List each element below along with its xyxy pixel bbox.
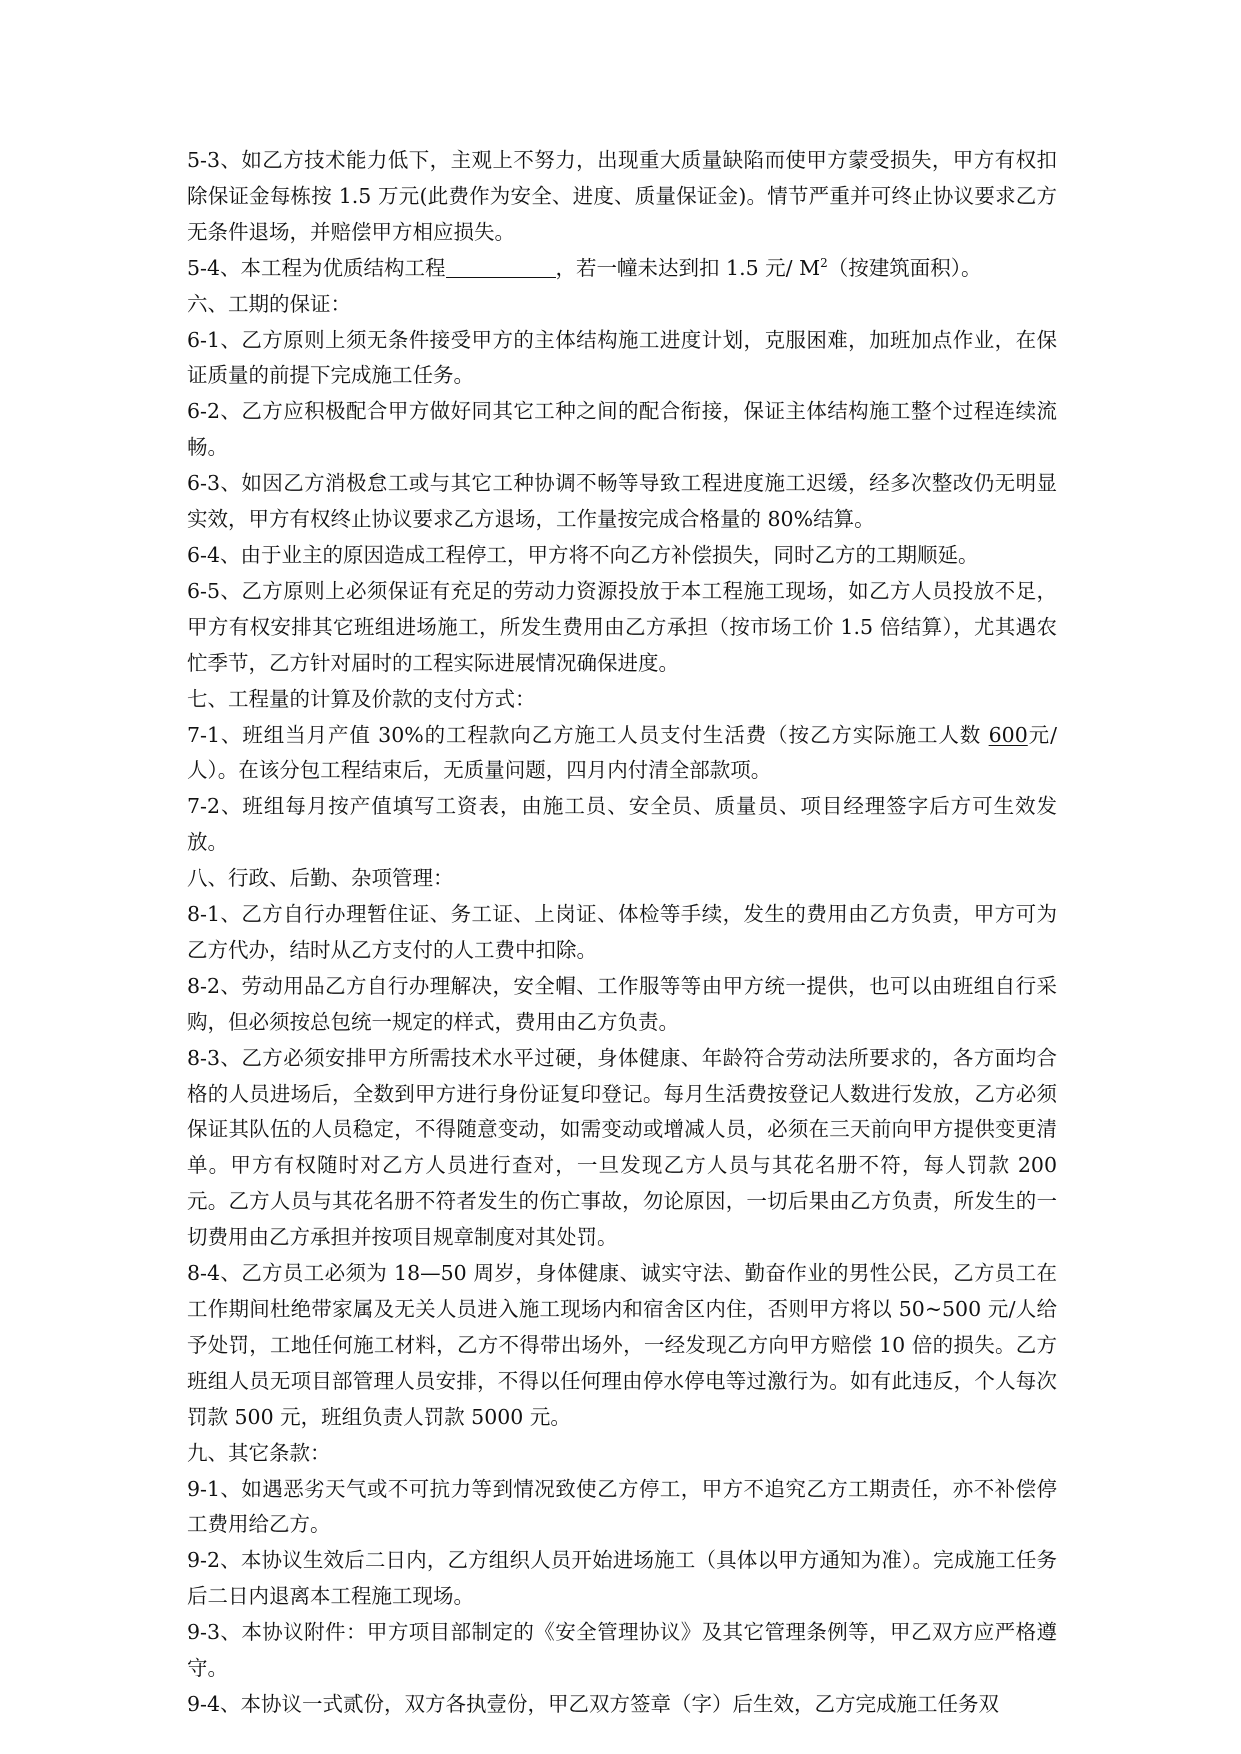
- clause-6-3: 6-3、如因乙方消极怠工或与其它工种协调不畅等导致工程进度施工迟缓，经多次整改仍无明显实效，甲方有权终止协议要求乙方退场，工作量按完成合格量的 80%结算。: [187, 471, 1057, 532]
- clause-7-1-lead: 7-1、班组当月产值 30%的工程款向乙方施工人员支付生活费（按乙方实际施工人数: [187, 722, 989, 747]
- section-heading-8: 八、行政、后勤、杂项管理：: [187, 866, 454, 891]
- clause-8-2: 8-2、劳动用品乙方自行办理解决，安全帽、工作服等等由甲方统一提供，也可以由班组自行采购，但必须按总包统一规定的样式，费用由乙方负责。: [187, 973, 1057, 1034]
- clause-7-2: 7-2、班组每月按产值填写工资表，由施工员、安全员、质量员、项目经理签字后方可生效发放。: [187, 794, 1057, 855]
- section-heading-7: 七、工程量的计算及价款的支付方式：: [187, 686, 536, 711]
- clause-5-3: 5-3、如乙方技术能力低下，主观上不努力，出现重大质量缺陷而使甲方蒙受损失，甲方有权扣除保证金每栋按 1.5 万元(此费作为安全、进度、质量保证金)。情节严重并可终止协议要求乙方无条件退场，并赔偿甲方相应损失。: [187, 148, 1057, 244]
- clause-5-4-lead: 5-4、本工程为优质结构工程: [187, 255, 446, 280]
- clause-8-4: 8-4、乙方员工必须为 18—50 周岁，身体健康、诚实守法、勤奋作业的男性公民，乙方员工在工作期间杜绝带家属及无关人员进入施工现场内和宿舍区内住，否则甲方将以 50~500 元/人给予处罚，工地任何施工材料，乙方不得带出场外，一经发现乙方向甲方赔偿 10 倍的损失。乙方班组人员无项目部管理人员安排，不得以任何理由停水停电等过激行为。如有此违反，个人每次罚款 500 元，班组负责人罚款 5000 元。: [187, 1261, 1057, 1429]
- clause-7-1: [187, 718, 1057, 790]
- clause-5-4-rate: ，若一幢未达到扣 1.5 元/ M: [555, 255, 821, 280]
- underlined-amount: 600: [988, 722, 1028, 747]
- clause-9-3: 9-3、本协议附件：甲方项目部制定的《安全管理协议》及其它管理条例等，甲乙双方应严格遵守。: [187, 1620, 1057, 1681]
- section-heading-9: 九、其它条款：: [187, 1440, 331, 1465]
- clause-9-2: 9-2、本协议生效后二日内，乙方组织人员开始进场施工（具体以甲方通知为准）。完成施工任务后二日内退离本工程施工现场。: [187, 1548, 1057, 1609]
- clause-6-1: 6-1、乙方原则上须无条件接受甲方的主体结构施工进度计划，克服困难，加班加点作业，在保证质量的前提下完成施工任务。: [187, 327, 1057, 388]
- clause-5-4-superscript: 2: [820, 255, 828, 270]
- clause-5-4-tail: （按建筑面积）。: [827, 255, 982, 280]
- clause-8-1: 8-1、乙方自行办理暂住证、务工证、上岗证、体检等手续，发生的费用由乙方负责，甲方可为乙方代办，结时从乙方支付的人工费中扣除。: [187, 902, 1057, 962]
- clause-6-4: 6-4、由于业主的原因造成工程停工，甲方将不向乙方补偿损失，同时乙方的工期顺延。: [187, 542, 979, 567]
- document-body: [187, 143, 1057, 1723]
- clause-5-4: [187, 251, 1057, 287]
- clause-9-4: 9-4、本协议一式贰份，双方各执壹份，甲乙双方签章（字）后生效，乙方完成施工任务双: [187, 1691, 1000, 1716]
- clause-9-1: 9-1、如遇恶劣天气或不可抗力等到情况致使乙方停工，甲方不追究乙方工期责任，亦不补偿停工费用给乙方。: [187, 1476, 1057, 1537]
- clause-7-1-tail: 元/人）。在该分包工程结束后，无质量问题，四月内付清全部款项。: [187, 722, 1057, 783]
- clause-6-5: 6-5、乙方原则上必须保证有充足的劳动力资源投放于本工程施工现场，如乙方人员投放不足，甲方有权安排其它班组进场施工，所发生费用由乙方承担（按市场工价 1.5 倍结算），尤其遇农忙季节，乙方针对届时的工程实际进展情况确保进度。: [187, 578, 1057, 675]
- clause-6-2: 6-2、乙方应积极配合甲方做好同其它工种之间的配合衔接，保证主体结构施工整个过程连续流畅。: [187, 399, 1057, 460]
- fill-in-blank: [446, 255, 556, 278]
- clause-8-3: 8-3、乙方必须安排甲方所需技术水平过硬，身体健康、年龄符合劳动法所要求的，各方面均合格的人员进场后，全数到甲方进行身份证复印登记。每月生活费按登记人数进行发放，乙方必须保证其队伍的人员稳定，不得随意变动，如需变动或增减人员，必须在三天前向甲方提供变更清单。甲方有权随时对乙方人员进行查对，一旦发现乙方人员与其花名册不符，每人罚款 200 元。乙方人员与其花名册不符者发生的伤亡事故，勿论原因，一切后果由乙方负责，所发生的一切费用由乙方承担并按项目规章制度对其处罚。: [187, 1045, 1057, 1250]
- section-heading-6: 六、工期的保证：: [187, 291, 351, 316]
